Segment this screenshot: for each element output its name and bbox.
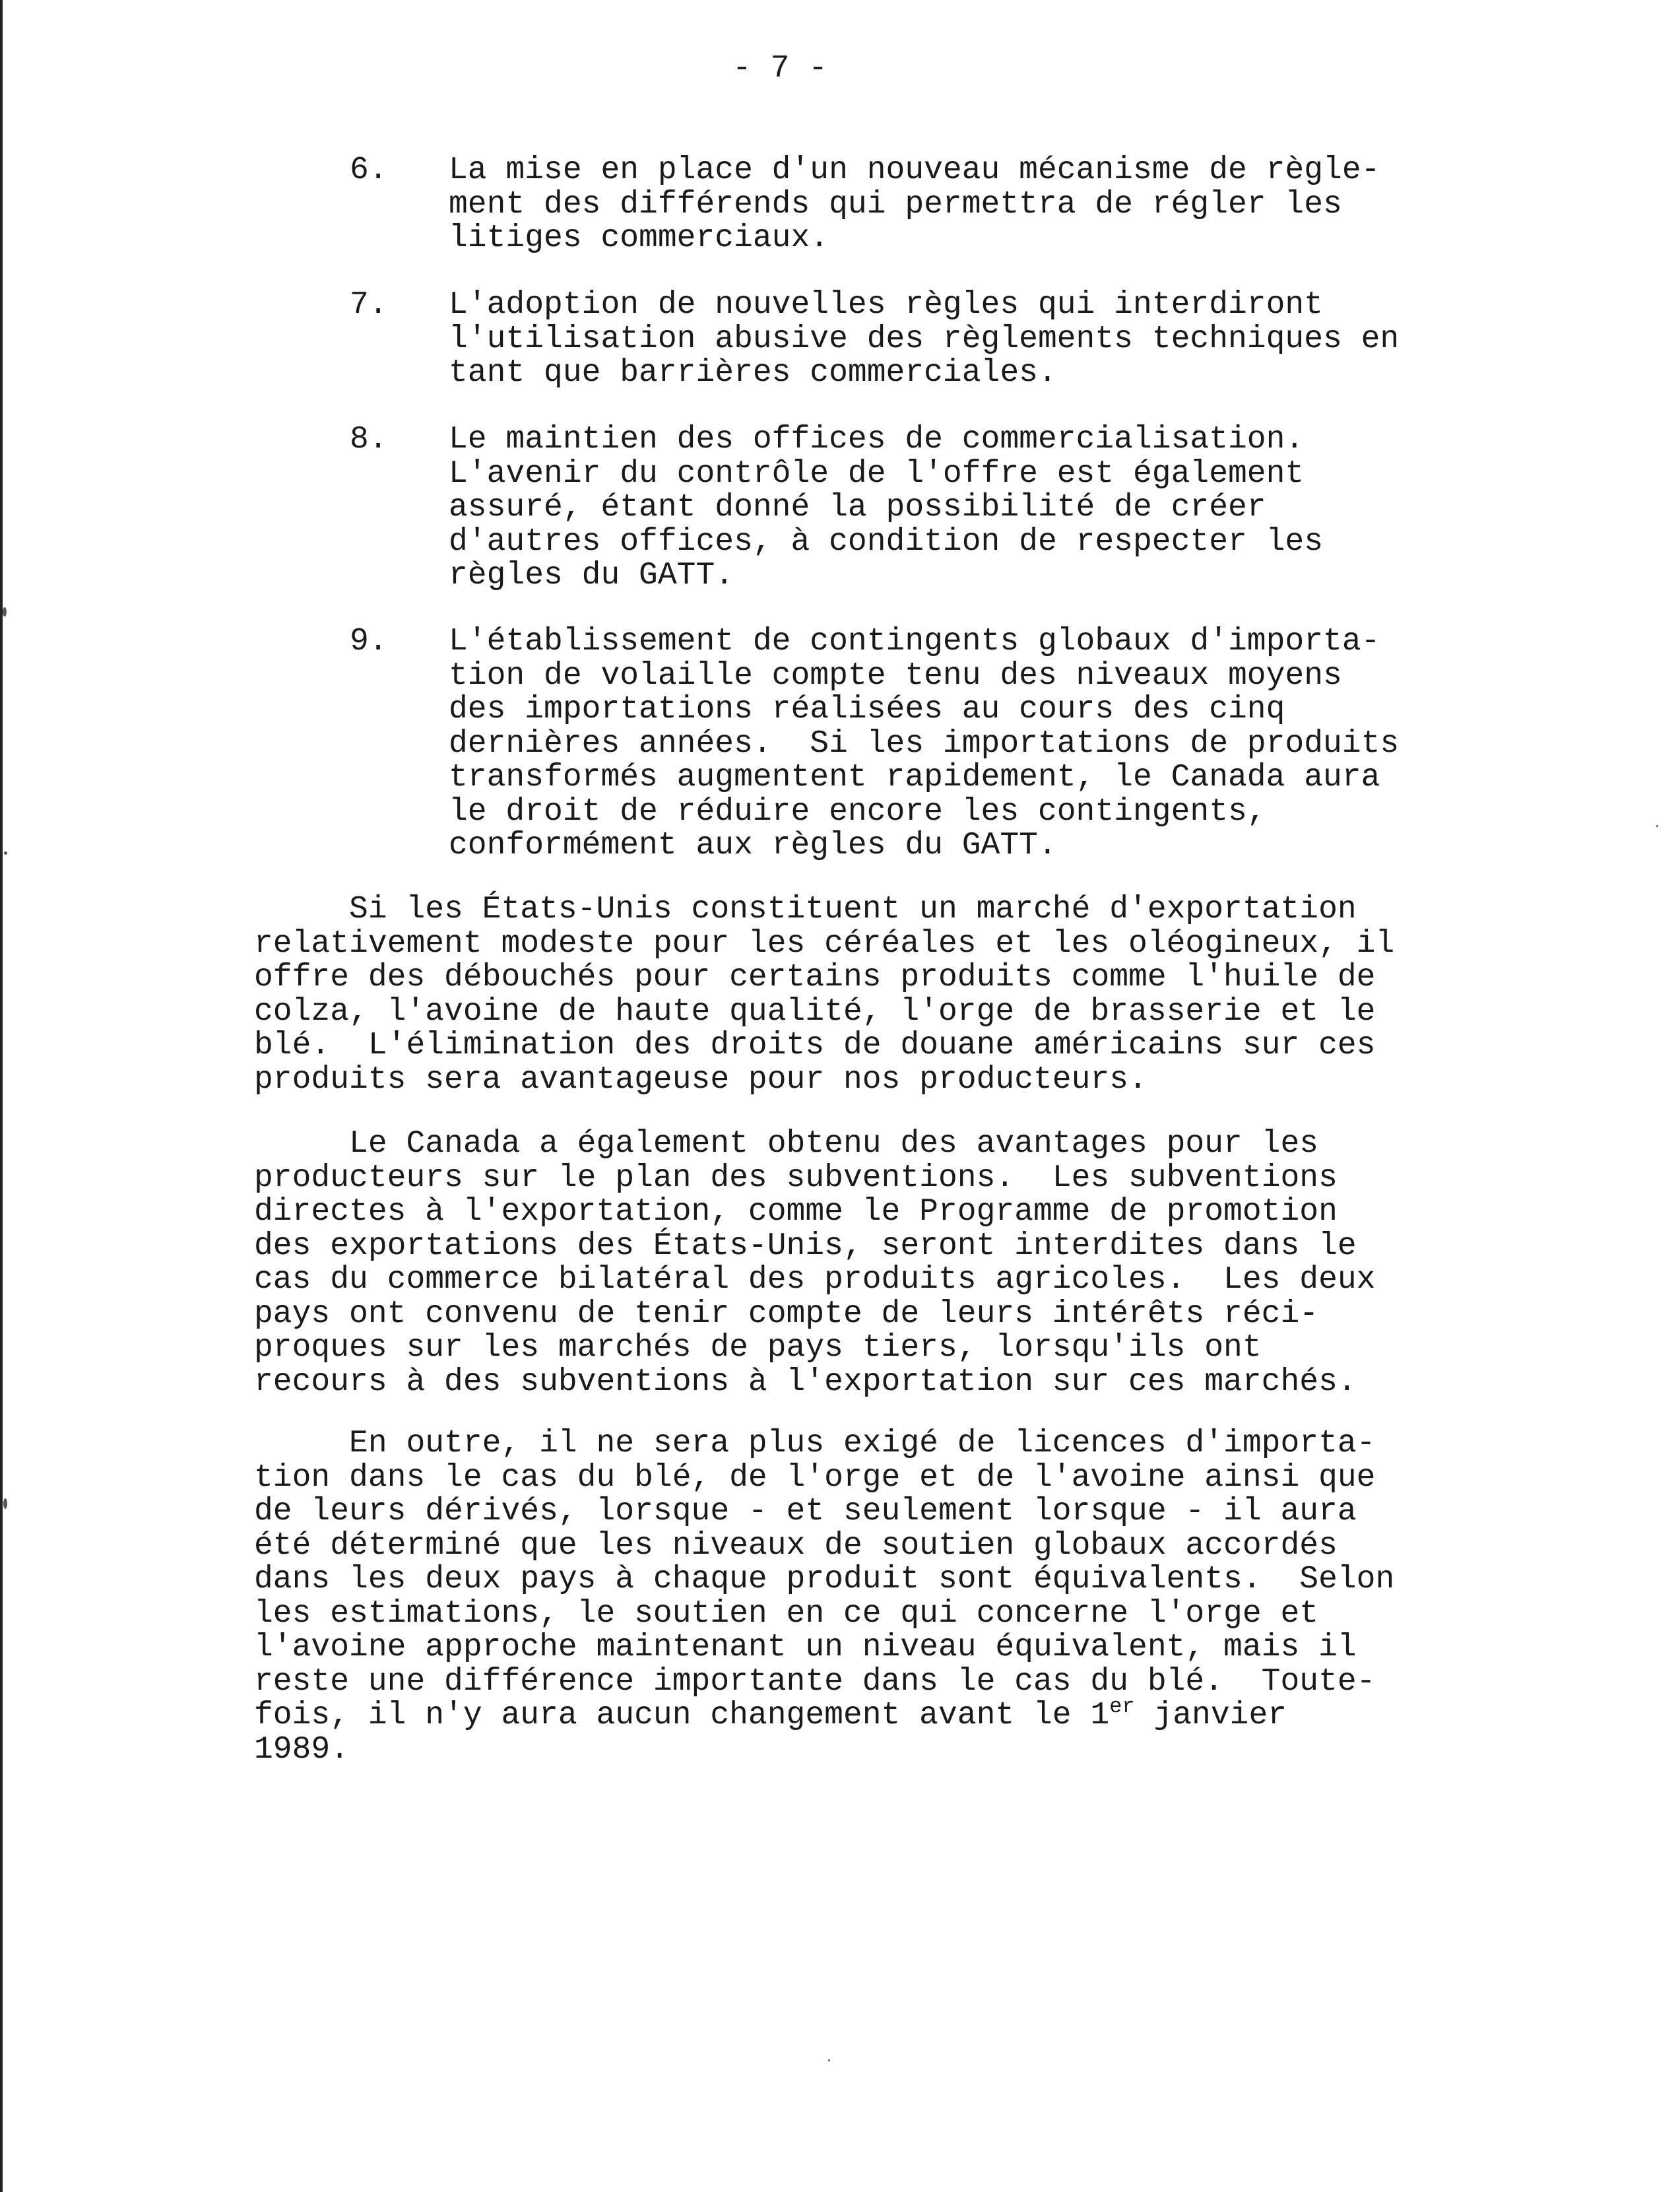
- list-item-text: [449, 288, 1478, 391]
- text-line: ment des différends qui permettra de régler les: [449, 186, 1342, 222]
- text-line: tion de volaille compte tenu des niveaux moyens: [449, 657, 1342, 694]
- text-line: produits sera avantageuse pour nos producteurs.: [254, 1061, 1147, 1098]
- text-line: producteurs sur le plan des subventions. Les subventions: [254, 1160, 1338, 1196]
- text-line: règles du GATT.: [449, 558, 734, 593]
- scan-speck: [3, 1498, 7, 1509]
- text-line: été déterminé que les niveaux de soutien globaux accordés: [254, 1527, 1338, 1564]
- text-line: des exportations des États-Unis, seront interdites dans le: [254, 1228, 1357, 1264]
- text-line: Si les États-Unis constituent un marché d'exportation: [254, 892, 1357, 927]
- text-line: directes à l'exportation, comme le Programme de promotion: [254, 1194, 1338, 1230]
- text-line: 1989.: [254, 1731, 350, 1768]
- text-line: transformés augmentent rapidement, le Canada aura: [449, 760, 1380, 795]
- text-line: les estimations, le soutien en ce qui concerne l'orge et: [254, 1595, 1319, 1632]
- text-line: assuré, étant donné la possibilité de créer: [449, 490, 1266, 525]
- text-line: pays ont convenu de tenir compte de leurs intérêts réci-: [254, 1296, 1319, 1332]
- text-line: dernières années. Si les importations de produits: [449, 725, 1400, 762]
- text-line: L'adoption de nouvelles règles qui interdiront: [449, 287, 1324, 323]
- text-line: litiges commerciaux.: [449, 220, 829, 256]
- text-line: La mise en place d'un nouveau mécanisme de règle-: [449, 152, 1380, 188]
- text-line: offre des débouchés pour certains produits comme l'huile de: [254, 960, 1376, 995]
- text-line: de leurs dérivés, lorsque - et seulement lorsque - il aura: [254, 1494, 1357, 1529]
- paragraph-2: [254, 1127, 1508, 1399]
- list-item-text: [449, 154, 1478, 256]
- text-line: d'autres offices, à condition de respecter les: [449, 523, 1324, 560]
- text-line: l'avoine approche maintenant un niveau équivalent, mais il: [254, 1630, 1357, 1665]
- text-line: reste une différence importante dans le cas du blé. Toute-: [254, 1663, 1376, 1700]
- scan-speck: [3, 607, 7, 616]
- text-line: tion dans le cas du blé, de l'orge et de l'avoine ainsi que: [254, 1459, 1376, 1496]
- text-line: tant que barrières commerciales.: [449, 355, 1057, 391]
- text-line: l'utilisation abusive des règlements techniques en: [449, 321, 1400, 357]
- text-line: L'avenir du contrôle de l'offre est également: [449, 455, 1305, 492]
- text-line-with-superscript: [254, 1694, 1508, 1733]
- text-line: Le Canada a également obtenu des avantages pour les: [254, 1126, 1319, 1162]
- text-line: En outre, il ne sera plus exigé de licences d'importa-: [254, 1426, 1376, 1461]
- list-item-number: 8.: [350, 422, 388, 457]
- list-item-text: [449, 625, 1478, 863]
- scan-speck: [4, 851, 7, 855]
- text-line: cas du commerce bilatéral des produits agricoles. Les deux: [254, 1262, 1376, 1298]
- paragraph-1: [254, 893, 1508, 1097]
- list-item-number: 7.: [350, 287, 388, 323]
- text-line: conformément aux règles du GATT.: [449, 828, 1057, 863]
- list-item-number: 6.: [350, 152, 388, 188]
- ordinal-superscript: er: [1109, 1694, 1135, 1719]
- list-item-text: [449, 423, 1478, 593]
- list-item-number: 9.: [350, 624, 388, 659]
- text-line: le droit de réduire encore les contingents,: [449, 793, 1266, 830]
- text-line: relativement modeste pour les céréales et les oléogineux, il: [254, 925, 1395, 962]
- text-line: recours à des subventions à l'exportation sur ces marchés.: [254, 1364, 1357, 1400]
- text-fragment: janvier: [1134, 1698, 1287, 1733]
- text-line: colza, l'avoine de haute qualité, l'orge de brasserie et le: [254, 993, 1376, 1030]
- scan-left-edge: [0, 0, 3, 2192]
- text-line: blé. L'élimination des droits de douane américains sur ces: [254, 1028, 1376, 1063]
- scan-speck: [1656, 825, 1658, 827]
- scan-speck: [828, 2059, 830, 2061]
- paragraph-3: [254, 1427, 1508, 1767]
- page-number: - 7 -: [732, 51, 828, 86]
- text-line: dans les deux pays à chaque produit sont équivalents. Selon: [254, 1562, 1395, 1597]
- text-fragment: fois, il n'y aura aucun changement avant le 1: [254, 1698, 1110, 1733]
- text-line: Le maintien des offices de commercialisation.: [449, 422, 1305, 457]
- text-line: des importations réalisées au cours des cinq: [449, 692, 1285, 727]
- text-line: proques sur les marchés de pays tiers, lorsqu'ils ont: [254, 1330, 1262, 1366]
- text-line: L'établissement de contingents globaux d'importa-: [449, 624, 1380, 659]
